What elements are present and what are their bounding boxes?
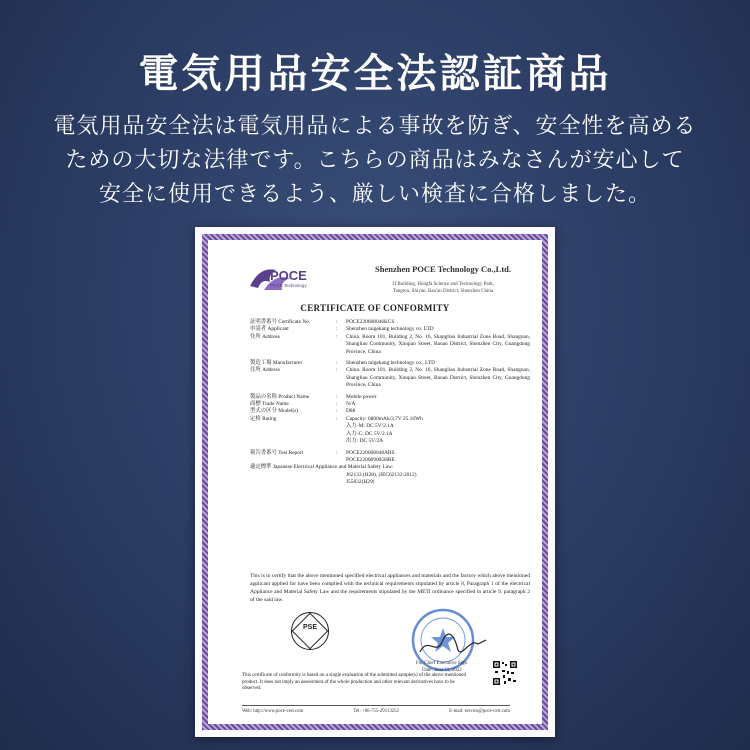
- issue-date: Date: June 11, 2022: [422, 668, 462, 673]
- disclaimer-text: This certificate of conformity is based on a single evaluation of the submitted sample(s) of the above mentioned product. It does not imply an assessment of the whole production and other relevant derivatives have to be observed.: [242, 673, 466, 691]
- field-row: 型式の区分 Model(s) : D88: [250, 408, 530, 415]
- description-line: 安全に使用できるよう、厳しい検査に合格しました。: [98, 182, 651, 207]
- footer-email: E-mail: service@poce-cert.com: [449, 709, 510, 714]
- description-line: 電気用品安全法は電気用品による事故を防ぎ、安全性を高める: [53, 114, 697, 139]
- address-line: 3f Building, Hongfa Science and Technology Park,: [391, 282, 495, 287]
- field-label: 適定標準 Japanese Electrical Appliance and Material Safety Law:: [250, 464, 394, 471]
- certificate-fields: [250, 319, 530, 487]
- field-value: Capacity: 6800mAh/3.7V 25.16Wh: [346, 415, 423, 422]
- field-value: POCE220608046KCS: [346, 319, 395, 325]
- signature-icon: [418, 630, 488, 660]
- field-value: J55032(H29): [346, 479, 375, 486]
- field-value: Shenzhen taigekang technology co. LTD: [346, 326, 434, 333]
- field-row: 住所 Address : China. Room 101, Building 2, No. 16, Shangliao Industrial Zone Road, Shangnan, Shangliao Community, Xinqiao Street, Baoan District, Shenzhen City, Guangdong Province, China: [250, 333, 530, 355]
- address-line: Tangtou, Shiyan, Bao'an District, Shenzhen China: [392, 289, 494, 294]
- field-label: 製造工場 Manufacturer: [250, 360, 303, 367]
- field-row: 製造工場 Manufacturer : Shenzhen taigekang technology co., LTD: [250, 360, 530, 367]
- field-label: 住所 Address: [250, 367, 280, 374]
- field-label: 製品の名称 Product Name: [250, 393, 310, 400]
- field-value: China. Room 101, Building 2, No. 16, Shangliao Industrial Zone Road, Shangnan, Shangliao Community, Xinqiao Street, Baoan District, Shenzhen City, Guangdong Province, China: [346, 367, 530, 389]
- field-value: J62133 (H28), (IEC62133:2012): [346, 471, 417, 478]
- field-row: 商標 Trade Name : N/A: [250, 401, 530, 408]
- field-row: [250, 423, 530, 430]
- field-row: 製品の名称 Product Name : Mobile power: [250, 394, 530, 401]
- field-value: POCE220609005HRE: [346, 456, 395, 463]
- field-row: [250, 438, 530, 445]
- footer-web: Web: http://www.poce-cert.com: [242, 709, 304, 714]
- certificate-heading: CERTIFICATE OF CONFORMITY: [300, 303, 450, 313]
- conformity-statement: This is to certify that the above mentioned specified electrical appliances and materials and the factory which above mentioned applicant applied for have been complied with the technical requirements stipulated by article 8, Paragraph 1 of the electrical Appliance and Material Safety Law and the requirements stipulated by the METI ordinance specified in article 9, paragraph 2 of the said law.: [250, 573, 530, 603]
- field-row: 住所 Address : China. Room 101, Building 2, No. 16, Shangliao Industrial Zone Road, Shangnan, Shangliao Community, Xinqiao Street, Baoan District, Shenzhen City, Guangdong Province, China: [250, 367, 530, 389]
- issuer-address: [358, 281, 528, 295]
- certificate-document: [195, 227, 555, 737]
- footer-tel: Tel: +86-755-29113252: [353, 709, 399, 714]
- logo-subtext: POCE Technology: [270, 283, 307, 288]
- field-label: 商標 Trade Name: [250, 401, 289, 408]
- field-row: 報告書番号 Test Report : POCE220608048ARS: [250, 450, 530, 457]
- field-value: China. Room 101, Building 2, No. 16, Shangliao Industrial Zone Road, Shangnan, Shangliao Community, Xinqiao Street, Baoan District, Shenzhen City, Guangdong Province, China: [346, 333, 530, 355]
- signatory-label: For Chief Executive Sign: [416, 661, 467, 666]
- description-line: ための大切な法律です。こちらの商品はみなさんが安心して: [65, 148, 685, 173]
- certificate-footer: [242, 709, 510, 714]
- field-row: [250, 479, 530, 486]
- field-value: 出力: DC 5V/2A: [346, 438, 384, 445]
- field-value: 入力-C: DC 5V/2.1A: [346, 430, 393, 437]
- field-value: D88: [346, 408, 356, 415]
- field-label: 定格 Rating: [250, 415, 277, 422]
- field-label: 申請者 Applicant: [250, 326, 289, 333]
- field-row: 定格 Rating : Capacity: 6800mAh/3.7V 25.16Wh: [250, 416, 530, 423]
- footer-divider: [242, 705, 510, 706]
- pse-mark-text: PSE: [302, 624, 317, 631]
- field-value: 入力-M: DC 5V/2.1A: [346, 423, 394, 430]
- field-value: POCE220608048ARS: [346, 449, 395, 456]
- field-value: Mobile power: [346, 393, 377, 400]
- logo-text: POCE: [270, 268, 307, 283]
- field-label: 証明書番号 Certificate No.: [250, 319, 311, 325]
- qr-code-icon: [492, 660, 518, 686]
- field-row: [250, 431, 530, 438]
- issuer-name: Shenzhen POCE Technology Co.,Ltd.: [374, 264, 512, 274]
- certificate-body: [208, 240, 542, 724]
- field-row: 申請者 Applicant : Shenzhen taigekang technology co. LTD: [250, 326, 530, 333]
- field-value: N/A: [346, 401, 356, 408]
- field-row: [250, 472, 530, 479]
- pse-mark-icon: [291, 612, 329, 650]
- field-label: 型式の区分 Model(s): [250, 408, 299, 415]
- page-description: [0, 110, 750, 212]
- field-label: 住所 Address: [250, 333, 280, 340]
- field-value: Shenzhen taigekang technology co., LTD: [346, 360, 436, 367]
- field-row: [250, 464, 530, 471]
- page-title: 電気用品安全法認証商品: [138, 51, 612, 97]
- field-label: 報告書番号 Test Report: [250, 449, 304, 456]
- field-row: 証明書番号 Certificate No. : POCE220608046KCS: [250, 319, 530, 326]
